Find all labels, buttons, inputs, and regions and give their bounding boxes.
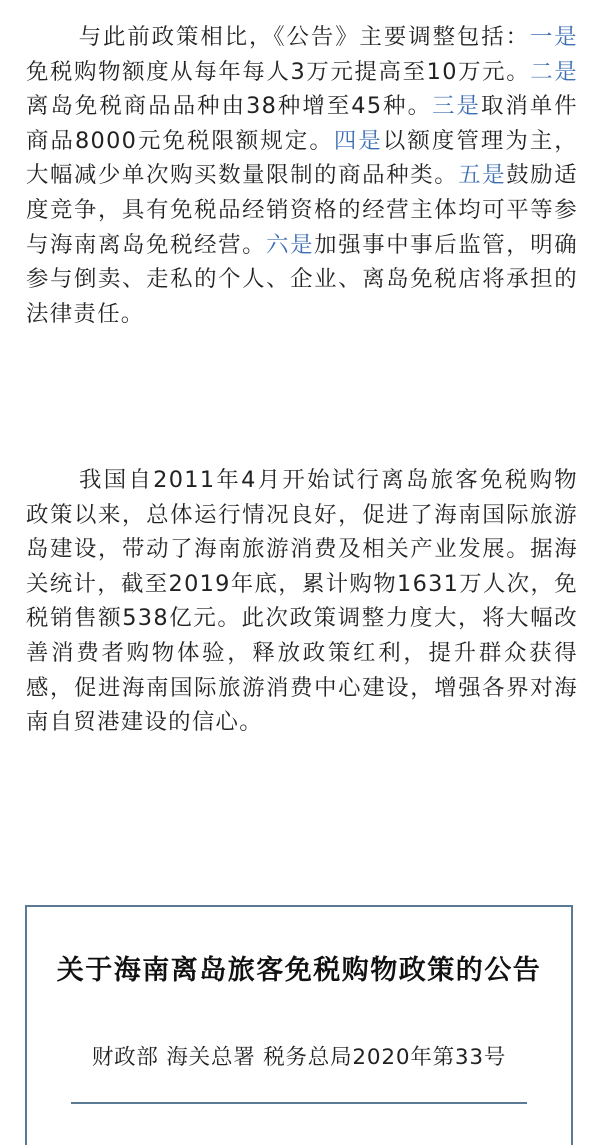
history-text: 我国自2011年4月开始试行离岛旅客免税购物政策以来，总体运行情况良好，促进了海南国际旅游岛建设，带动了海南旅游消费及相关产业发展。据海关统计，截至2019年底，累计购物1631万人次，免税销售额538亿元。此次政策调整力度大，将大幅改善消费者购物体验，释放政策红利，提升群众获得感，促进海南国际旅游消费中心建设，增强各界对海南自贸港建设的信心。 <box>26 467 578 736</box>
item-marker-2: 二是 <box>530 58 578 85</box>
item-text-6: 加强事中事后监管，明确参与倒卖、走私的个人、企业、离岛免税店将承担的法律责任。 <box>26 231 578 327</box>
item-text-4: 以额度管理为主，大幅减少单次购买数量限制的商品种类。 <box>26 127 578 189</box>
policy-changes-paragraph <box>26 20 578 331</box>
item-text-2: 离岛免税商品品种由38种增至45种。 <box>26 93 433 120</box>
item-marker-4: 四是 <box>333 127 383 154</box>
item-text-1: 免税购物额度从每年每人3万元提高至10万元。 <box>26 58 531 85</box>
item-text-3: 取消单件商品8000元免税限额规定。 <box>26 93 578 154</box>
intro-text: 与此前政策相比，《公告》主要调整包括： <box>78 24 530 50</box>
item-text-5: 鼓励适度竞争，具有免税品经销资格的经营主体均可平等参与海南离岛免税经营。 <box>26 162 578 258</box>
policy-history-paragraph <box>26 463 578 740</box>
notice-divider <box>71 1102 527 1104</box>
item-marker-6: 六是 <box>266 231 315 258</box>
notice-box <box>25 905 573 1145</box>
notice-subtitle: 财政部 海关总署 税务总局2020年第33号 <box>91 1045 507 1070</box>
item-marker-5: 五是 <box>458 162 507 189</box>
notice-title: 关于海南离岛旅客免税购物政策的公告 <box>56 955 542 986</box>
item-marker-3: 三是 <box>432 93 481 120</box>
item-marker-1: 一是 <box>529 24 579 50</box>
